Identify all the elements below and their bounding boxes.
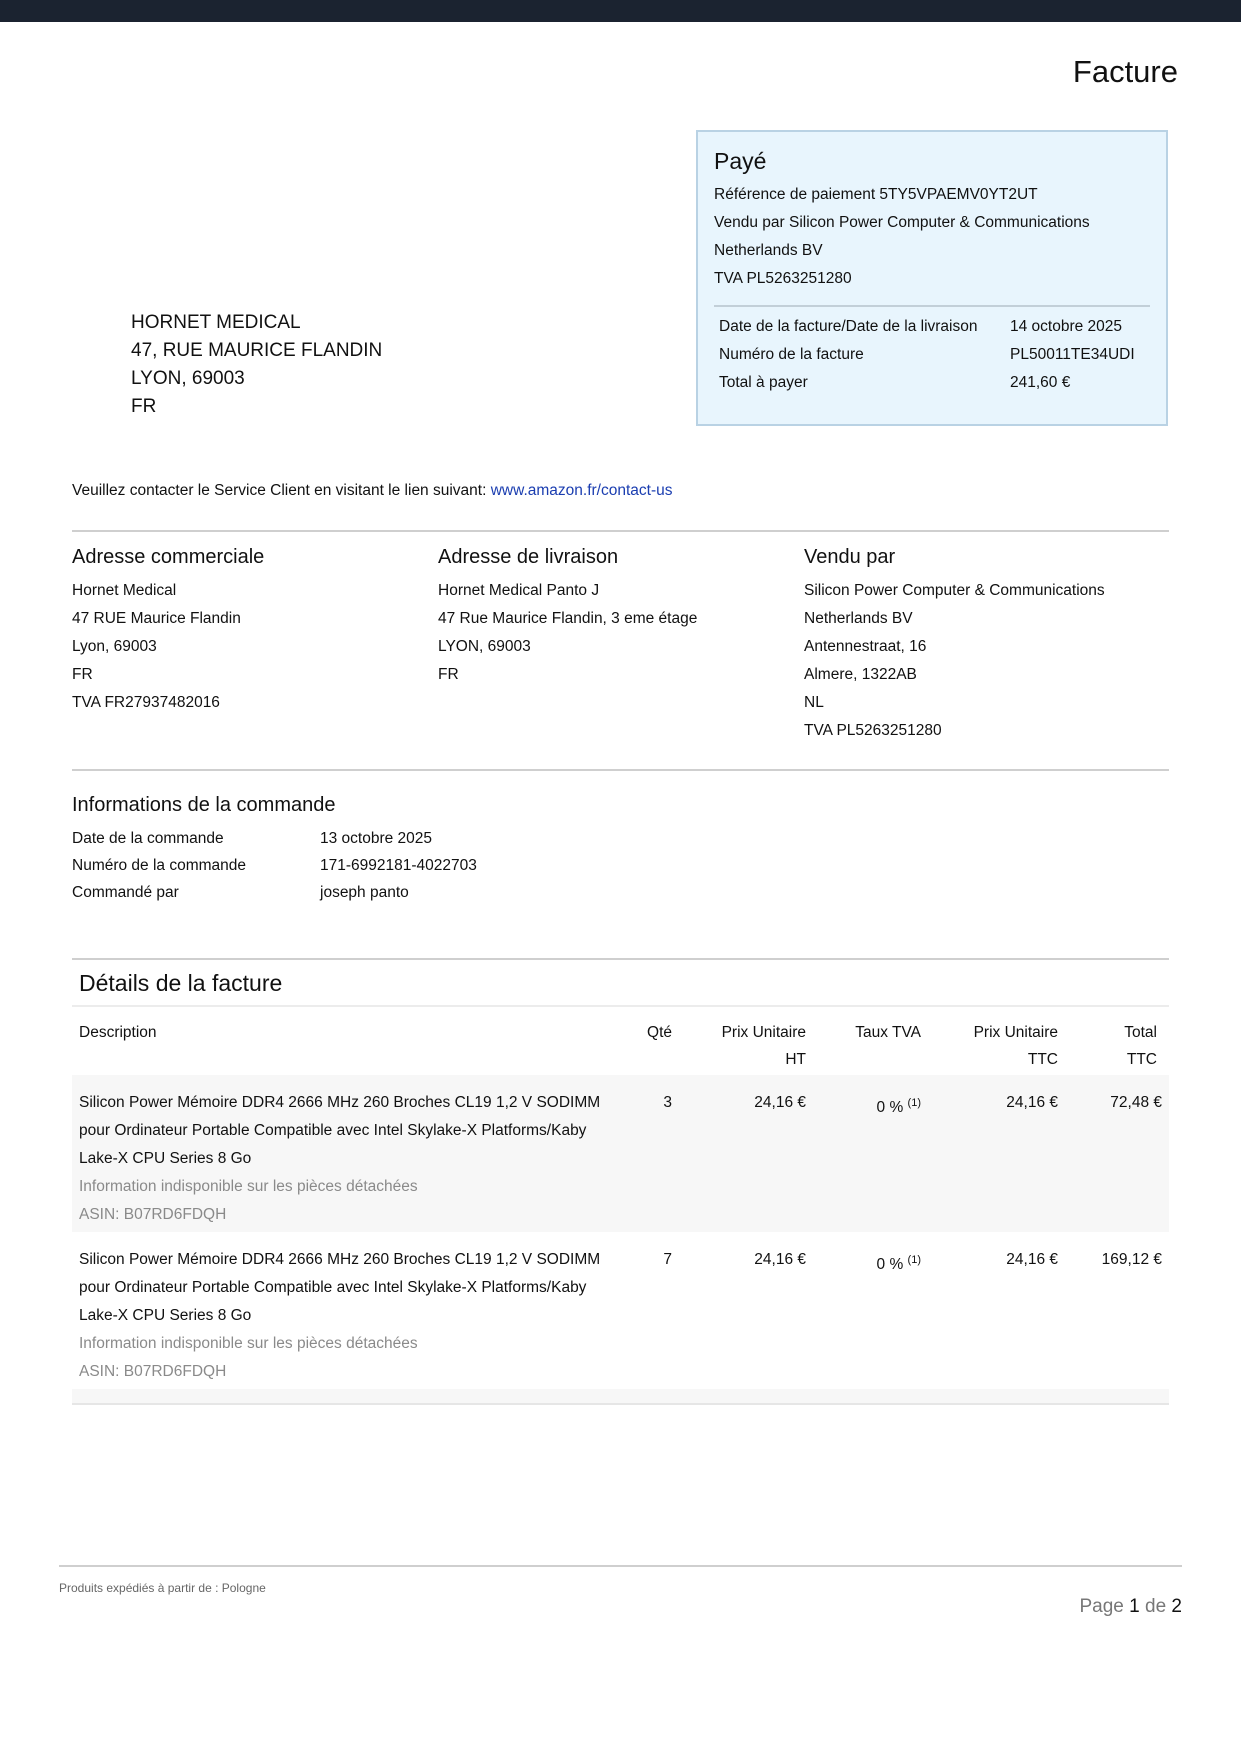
billing-line: TVA FR27937482016 xyxy=(72,694,220,711)
page-current: 1 xyxy=(1129,1596,1140,1617)
payment-vat: TVA PL5263251280 xyxy=(714,270,852,287)
item-qty: 7 xyxy=(663,1251,672,1268)
payment-sold-by-line1: Vendu par Silicon Power Computer & Communications xyxy=(714,214,1090,231)
contact-text: Veuillez contacter le Service Client en visitant le lien suivant: xyxy=(72,482,487,499)
table-end-band xyxy=(72,1389,1169,1405)
payment-sold-by-line2: Netherlands BV xyxy=(714,242,823,259)
item-total: 72,48 € xyxy=(1110,1094,1162,1111)
total-due-label: Total à payer xyxy=(719,374,808,391)
invoice-date-row xyxy=(714,313,1150,341)
contact-link[interactable]: www.amazon.fr/contact-us xyxy=(490,482,673,499)
shipped-from-note: Produits expédiés à partir de : Pologne xyxy=(59,1581,266,1595)
item-vat-footnote: (1) xyxy=(907,1097,921,1109)
col-total-line2: TTC xyxy=(1126,1051,1157,1068)
shipping-line: LYON, 69003 xyxy=(438,638,531,655)
document-title: Facture xyxy=(1072,54,1178,89)
order-date-label: Date de la commande xyxy=(72,830,224,847)
seller-line: Antennestraat, 16 xyxy=(804,638,927,655)
col-description: Description xyxy=(79,1024,157,1041)
ordered-by-label: Commandé par xyxy=(72,884,179,901)
col-unit-ttc-line2: TTC xyxy=(1027,1051,1058,1068)
item-unit-ht: 24,16 € xyxy=(754,1251,806,1268)
order-number-value: 171-6992181-4022703 xyxy=(320,857,477,874)
customer-address xyxy=(131,309,382,421)
item-desc-line: Silicon Power Mémoire DDR4 2666 MHz 260 Broches CL19 1,2 V SODIMM xyxy=(79,1094,601,1111)
item-desc-line: pour Ordinateur Portable Compatible avec Intel Skylake-X Platforms/Kaby xyxy=(79,1279,587,1296)
page-word: Page xyxy=(1079,1596,1124,1617)
order-number-label: Numéro de la commande xyxy=(72,857,247,874)
billing-line: Lyon, 69003 xyxy=(72,638,157,655)
item-desc-line: Lake-X CPU Series 8 Go xyxy=(79,1150,252,1167)
seller-line: Netherlands BV xyxy=(804,610,913,627)
customer-country: FR xyxy=(131,396,157,417)
contact-notice xyxy=(72,482,672,500)
billing-address xyxy=(72,546,432,717)
customer-street: 47, RUE MAURICE FLANDIN xyxy=(131,340,383,361)
billing-line: 47 RUE Maurice Flandin xyxy=(72,610,241,627)
item-description xyxy=(79,1089,619,1229)
invoice-details xyxy=(72,958,1169,1405)
order-date-value: 13 octobre 2025 xyxy=(320,830,433,847)
shipping-line: FR xyxy=(438,666,459,683)
item-vat-value: 0 % xyxy=(876,1099,904,1117)
billing-line: Hornet Medical xyxy=(72,582,177,599)
shipping-line: Hornet Medical Panto J xyxy=(438,582,600,599)
item-asin: ASIN: B07RD6FDQH xyxy=(79,1206,227,1223)
payment-reference: Référence de paiement 5TY5VPAEMV0YT2UT xyxy=(714,186,1038,203)
footer-divider xyxy=(59,1565,1182,1567)
item-unit-ht: 24,16 € xyxy=(754,1094,806,1111)
total-due-row xyxy=(714,369,1150,397)
page-indicator xyxy=(1079,1596,1182,1618)
item-vat-footnote: (1) xyxy=(907,1254,921,1266)
seller-line: TVA PL5263251280 xyxy=(804,722,942,739)
item-vat-rate xyxy=(877,1089,921,1122)
customer-name: HORNET MEDICAL xyxy=(131,312,301,333)
item-unit-ttc: 24,16 € xyxy=(1006,1094,1058,1111)
seller-line: Silicon Power Computer & Communications xyxy=(804,582,1105,599)
billing-address-title: Adresse commerciale xyxy=(72,546,265,568)
top-bar xyxy=(0,0,1241,22)
item-qty: 3 xyxy=(663,1094,672,1111)
invoice-date-label: Date de la facture/Date de la livraison xyxy=(719,318,978,335)
invoice-number-value: PL50011TE34UDI xyxy=(1010,346,1135,363)
invoice-details-title: Détails de la facture xyxy=(72,958,1169,1007)
item-total: 169,12 € xyxy=(1101,1251,1162,1268)
item-parts-note: Information indisponible sur les pièces détachées xyxy=(79,1178,418,1195)
invoice-date-value: 14 octobre 2025 xyxy=(1010,318,1123,335)
order-info-title: Informations de la commande xyxy=(72,794,336,816)
divider xyxy=(72,530,1169,532)
col-qty: Qté xyxy=(647,1024,672,1041)
divider xyxy=(72,769,1169,771)
item-parts-note: Information indisponible sur les pièces détachées xyxy=(79,1335,418,1352)
item-vat-rate xyxy=(877,1246,921,1279)
order-number-row xyxy=(72,852,672,879)
payment-divider xyxy=(714,305,1150,307)
billing-line: FR xyxy=(72,666,93,683)
table-row xyxy=(72,1075,1169,1232)
item-desc-line: Lake-X CPU Series 8 Go xyxy=(79,1307,252,1324)
col-unit-ht-line2: HT xyxy=(785,1051,806,1068)
item-desc-line: pour Ordinateur Portable Compatible avec Intel Skylake-X Platforms/Kaby xyxy=(79,1122,587,1139)
invoice-number-row xyxy=(714,341,1150,369)
col-unit-ttc xyxy=(974,1019,1058,1073)
ordered-by-row xyxy=(72,879,672,906)
total-due-value: 241,60 € xyxy=(1010,374,1071,391)
invoice-number-label: Numéro de la facture xyxy=(719,346,864,363)
col-total xyxy=(1124,1019,1157,1073)
col-unit-ht xyxy=(722,1019,806,1073)
payment-summary-box xyxy=(696,130,1168,426)
order-information xyxy=(72,794,672,906)
item-desc-line: Silicon Power Mémoire DDR4 2666 MHz 260 Broches CL19 1,2 V SODIMM xyxy=(79,1251,601,1268)
customer-city: LYON, 69003 xyxy=(131,368,245,389)
table-row xyxy=(72,1232,1169,1389)
seller-line: Almere, 1322AB xyxy=(804,666,917,683)
item-unit-ttc: 24,16 € xyxy=(1006,1251,1058,1268)
seller-address-title: Vendu par xyxy=(804,546,896,568)
col-unit-ttc-line1: Prix Unitaire xyxy=(973,1024,1058,1041)
order-date-row xyxy=(72,825,672,852)
col-unit-ht-line1: Prix Unitaire xyxy=(721,1024,806,1041)
page-of: de xyxy=(1145,1596,1167,1617)
shipping-address xyxy=(438,546,798,689)
col-total-line1: Total xyxy=(1124,1024,1157,1041)
shipping-address-title: Adresse de livraison xyxy=(438,546,619,568)
seller-line: NL xyxy=(804,694,824,711)
item-vat-value: 0 % xyxy=(876,1256,904,1274)
item-asin: ASIN: B07RD6FDQH xyxy=(79,1363,227,1380)
shipping-line: 47 Rue Maurice Flandin, 3 eme étage xyxy=(438,610,698,627)
col-vat-rate: Taux TVA xyxy=(855,1024,921,1041)
payment-status: Payé xyxy=(714,148,767,174)
table-header xyxy=(72,1007,1169,1075)
item-description xyxy=(79,1246,619,1386)
page-total: 2 xyxy=(1171,1596,1182,1617)
ordered-by-value: joseph panto xyxy=(320,884,409,901)
seller-address xyxy=(804,546,1164,745)
